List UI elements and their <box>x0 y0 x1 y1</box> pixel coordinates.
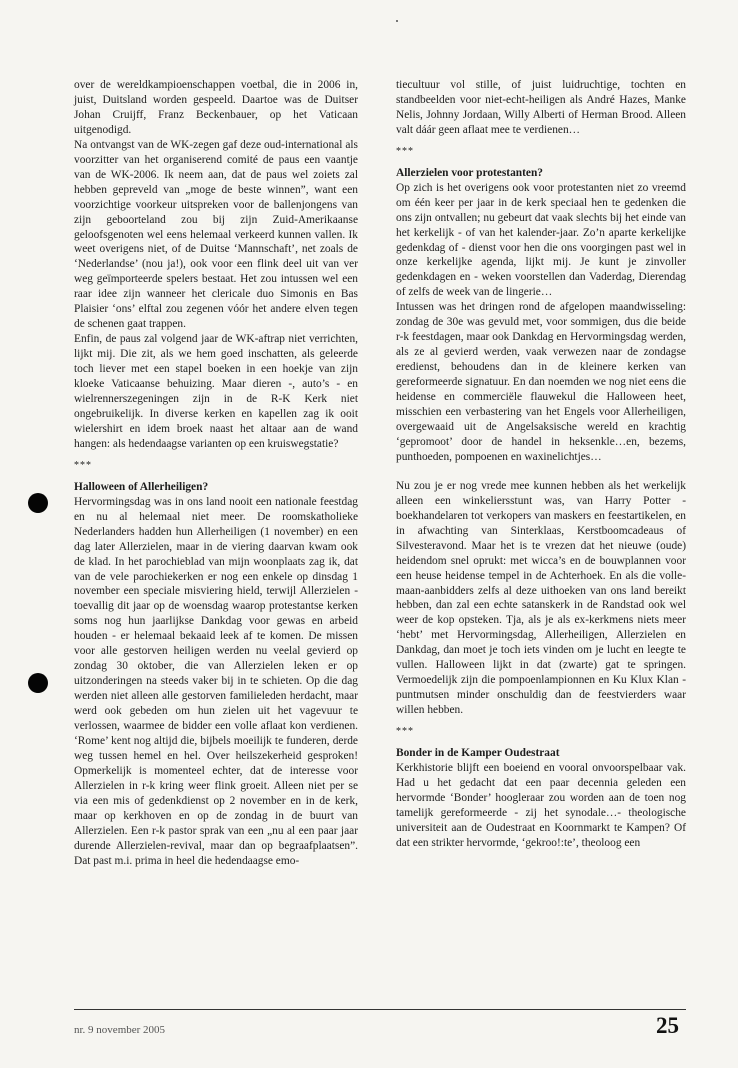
paragraph: Intussen was het dringen rond de afgelopen maandwisseling: zondag de 30e was gevuld met, voor sommigen, dus die beide r-k feestdagen, maar ook Dankdag en Hervormingsdag werden, als ze al gevierd werden, vaak verwezen naar de zondagse eredienst, behoudens dan in de kleinere kerken van gereformeerde signatuur. En dan noemden we nog niet eens die heidense en commerciële flauwekul die Halloween heet, misschien een verbastering van het Engels voor Allerheiligen, overgewaaid uit de Angelsaksische wereld en krachtig ‘gepromoot’ door de handel in heksenkle…en, bezems, punthoeden, pompoenen en waxinelichtjes… <box>396 301 686 463</box>
left-column <box>74 78 358 869</box>
section-separator: *** <box>396 726 414 738</box>
punch-hole-bottom <box>28 673 48 693</box>
section-heading: Allerzielen voor protestanten? <box>396 166 543 179</box>
scan-speck <box>396 20 398 22</box>
paragraph: over de wereldkampioenschappen voetbal, die in 2006 in, juist, Duitsland worden gespeeld. Daartoe was de Duitser Johan Cruijff, Franz Beckenbauer, op het Vaticaan uitgenodigd. <box>74 79 358 136</box>
paragraph: tiecultuur vol stille, of juist luidruchtige, tochten en standbeelden voor niet-echt-heiligen als André Hazes, Manke Nelis, Johnny Jordaan, Willy Alberti of Herman Brood. Alleen valt dáár geen aflaat mee te verdienen… <box>396 79 686 136</box>
right-column <box>396 78 686 851</box>
page-number: 25 <box>656 1013 679 1038</box>
section-separator: *** <box>396 145 414 157</box>
section-heading: Bonder in de Kamper Oudestraat <box>396 747 560 760</box>
paragraph-gap <box>396 465 686 479</box>
paragraph: Enfin, de paus zal volgend jaar de WK-aftrap niet verrichten, lijkt mij. Die zit, als we hem goed inschatten, als geleerde toch liever met een stapel boeken in een hoekje van zijn kloeke Vaticaanse behuizing. Maar dieren -, auto’s - en wielrennerszegeningen zijn in de R-K Kerk niet ongebruikelijk. In diverse kerken en kapellen zag ik ooit wielershirt en idem broek naast het altaar aan de wand hangen: als hedendaagse varianten op een kruiswegstatie? <box>74 333 358 450</box>
punch-hole-top <box>28 493 48 513</box>
paragraph: Na ontvangst van de WK-zegen gaf deze oud-international als voorzitter van het organiserend comité de paus een vaantje van de WK-2006. Ik neem aan, dat de paus wel zoiets zal hebben gepreveld van „moge de beste winnen”, want een voorzichtige voorkeur uitspreken voor de ballenjongens van zijn geboorteland zou bij zijn Zuid-Amerikaanse geloofsgenoten wel eens helemaal verkeerd kunnen vallen. Ik weet overigens niet, of de Duitse ‘Mannschaft’, net zoals de ‘Nederlandse’ (nou ja!), ook voor een flink deel uit van ver weg geïmporteerde spelers bestaat. Het zou intussen wel een raar idee zijn wanneer het clericale duo Simonis en Bas Plaisier ‘ons’ elftal zou zegenen vóór het andere elven tegen de schenen gaat trappen. <box>74 138 358 331</box>
paragraph: Hervormingsdag was in ons land nooit een nationale feestdag en nu al helemaal niet meer. De roomskatholieke Nederlanders hadden hun Allerheiligen (1 november) en een dag later Allerzielen, maar in de viering daarvan kwam ook de klad. In het parochieblad van mijn woonplaats zag ik, dat van de vele parochiekerken er nog een enkele op dinsdag 1 november een speciale misviering hield, terwijl Allerzielen - toevallig dit jaar op de woensdag waarop protestantse kerken soms nog hun jaarlijkse Dankdag voor gewas en arbeid houden - er helemaal bekaaid leek af te komen. De missen voor alle gestorven heiligen werden nu veelal gevierd op zondag 30 oktober, die van Allerzielen leken er op uitzonderingen na steeds vaker bij in te schieten. Op die dag werden niet alleen alle gestorven familieleden herdacht, maar werd ook gebeden om hun zielen uit het vagevuur te verlossen, waarmee de bidder een volle aflaat kon verdienen. ‘Rome’ kent nog altijd die, bijbels moeilijk te funderen, derde weg tussen hemel en hel. Over heilszekerheid gesproken! Opmerkelijk is momenteel echter, dat de interesse voor Allerzielen in r-k kring weer flink groeit. Alleen niet per se via een mis of gedenkdienst op 2 november en in de kerk, maar op kerkhoven en op de zondag in de buurt van Allerzielen. Een r-k pastor sprak van een „nu al een paar jaar durende Allerzielen-revival, maar dan op begraafplaatsen”. Dat past m.i. prima in heel die hedendaagse emo- <box>74 495 358 867</box>
issue-label: nr. 9 november 2005 <box>74 1024 166 1036</box>
section-separator: *** <box>74 459 92 471</box>
paragraph: Op zich is het overigens ook voor protestanten niet zo vreemd om één keer per jaar in de kerk speciaal hen te gedenken die ons zijn ontvallen; nu gebeurt dat vaak slechts bij het einde van het kerkelijk - of van het kalender-jaar. Zo’n aparte kerkelijke gedenkdag of - dienst voor hen die ons voorgingen past wel in onze kerkelijke agenda, lijkt mij. Je kunt je zinvoller gedenkdagen en - weken voorstellen dan Vaderdag, Dierendag of zelfs de week van de lingerie… <box>396 181 686 299</box>
section-heading: Halloween of Allerheiligen? <box>74 480 209 493</box>
paragraph: Kerkhistorie blijft een boeiend en vooral onvoorspelbaar vak. Had u het gedacht dat een paar decennia geleden een hervormde ‘Bonder’ hoogleraar zou worden aan de toen nog tamelijk gereformeerde - zij het synodale…- theologische universiteit aan de Oudestraat en Koornmarkt te Kampen? Of dat een strikter hervormde, ‘gekroo!:te’, theoloog een <box>396 761 686 849</box>
paragraph: Nu zou je er nog vrede mee kunnen hebben als het werkelijk alleen een winkeliersstunt was, van Harry Potter - boekhandelaren tot verkopers van maskers en feestartikelen, en in afwachting van Sinterklaas, Kerstboomcadeaus of Silvesteravond. Maar het is te vrezen dat het nieuwe (oude) heidendom snel oprukt: met wicca’s en de bouwplannen voor een heuse heidense tempel in de Achterhoek. En als die volle-maan-aanbidders zelfs al deze uithoeken van ons land bereikt hebben, dan zal een echte satanskerk in de Randstad ook wel weer de kop opsteken. Tja, als je als ex-kerkmens niets meer ‘hebt’ met Hervormingsdag, Allerheiligen, Allerzielen en Dankdag, dan moet je toch iets vinden om je lucht en leegte te vullen. Halloween lijkt in dat (zwarte) gat te springen. Vermoedelijk zijn die pompoenlampionnen en Ku Klux Klan - puntmutsen minder onschuldig dan de feestvierders waar willen hebben. <box>396 479 686 717</box>
footer-divider <box>74 1009 686 1010</box>
